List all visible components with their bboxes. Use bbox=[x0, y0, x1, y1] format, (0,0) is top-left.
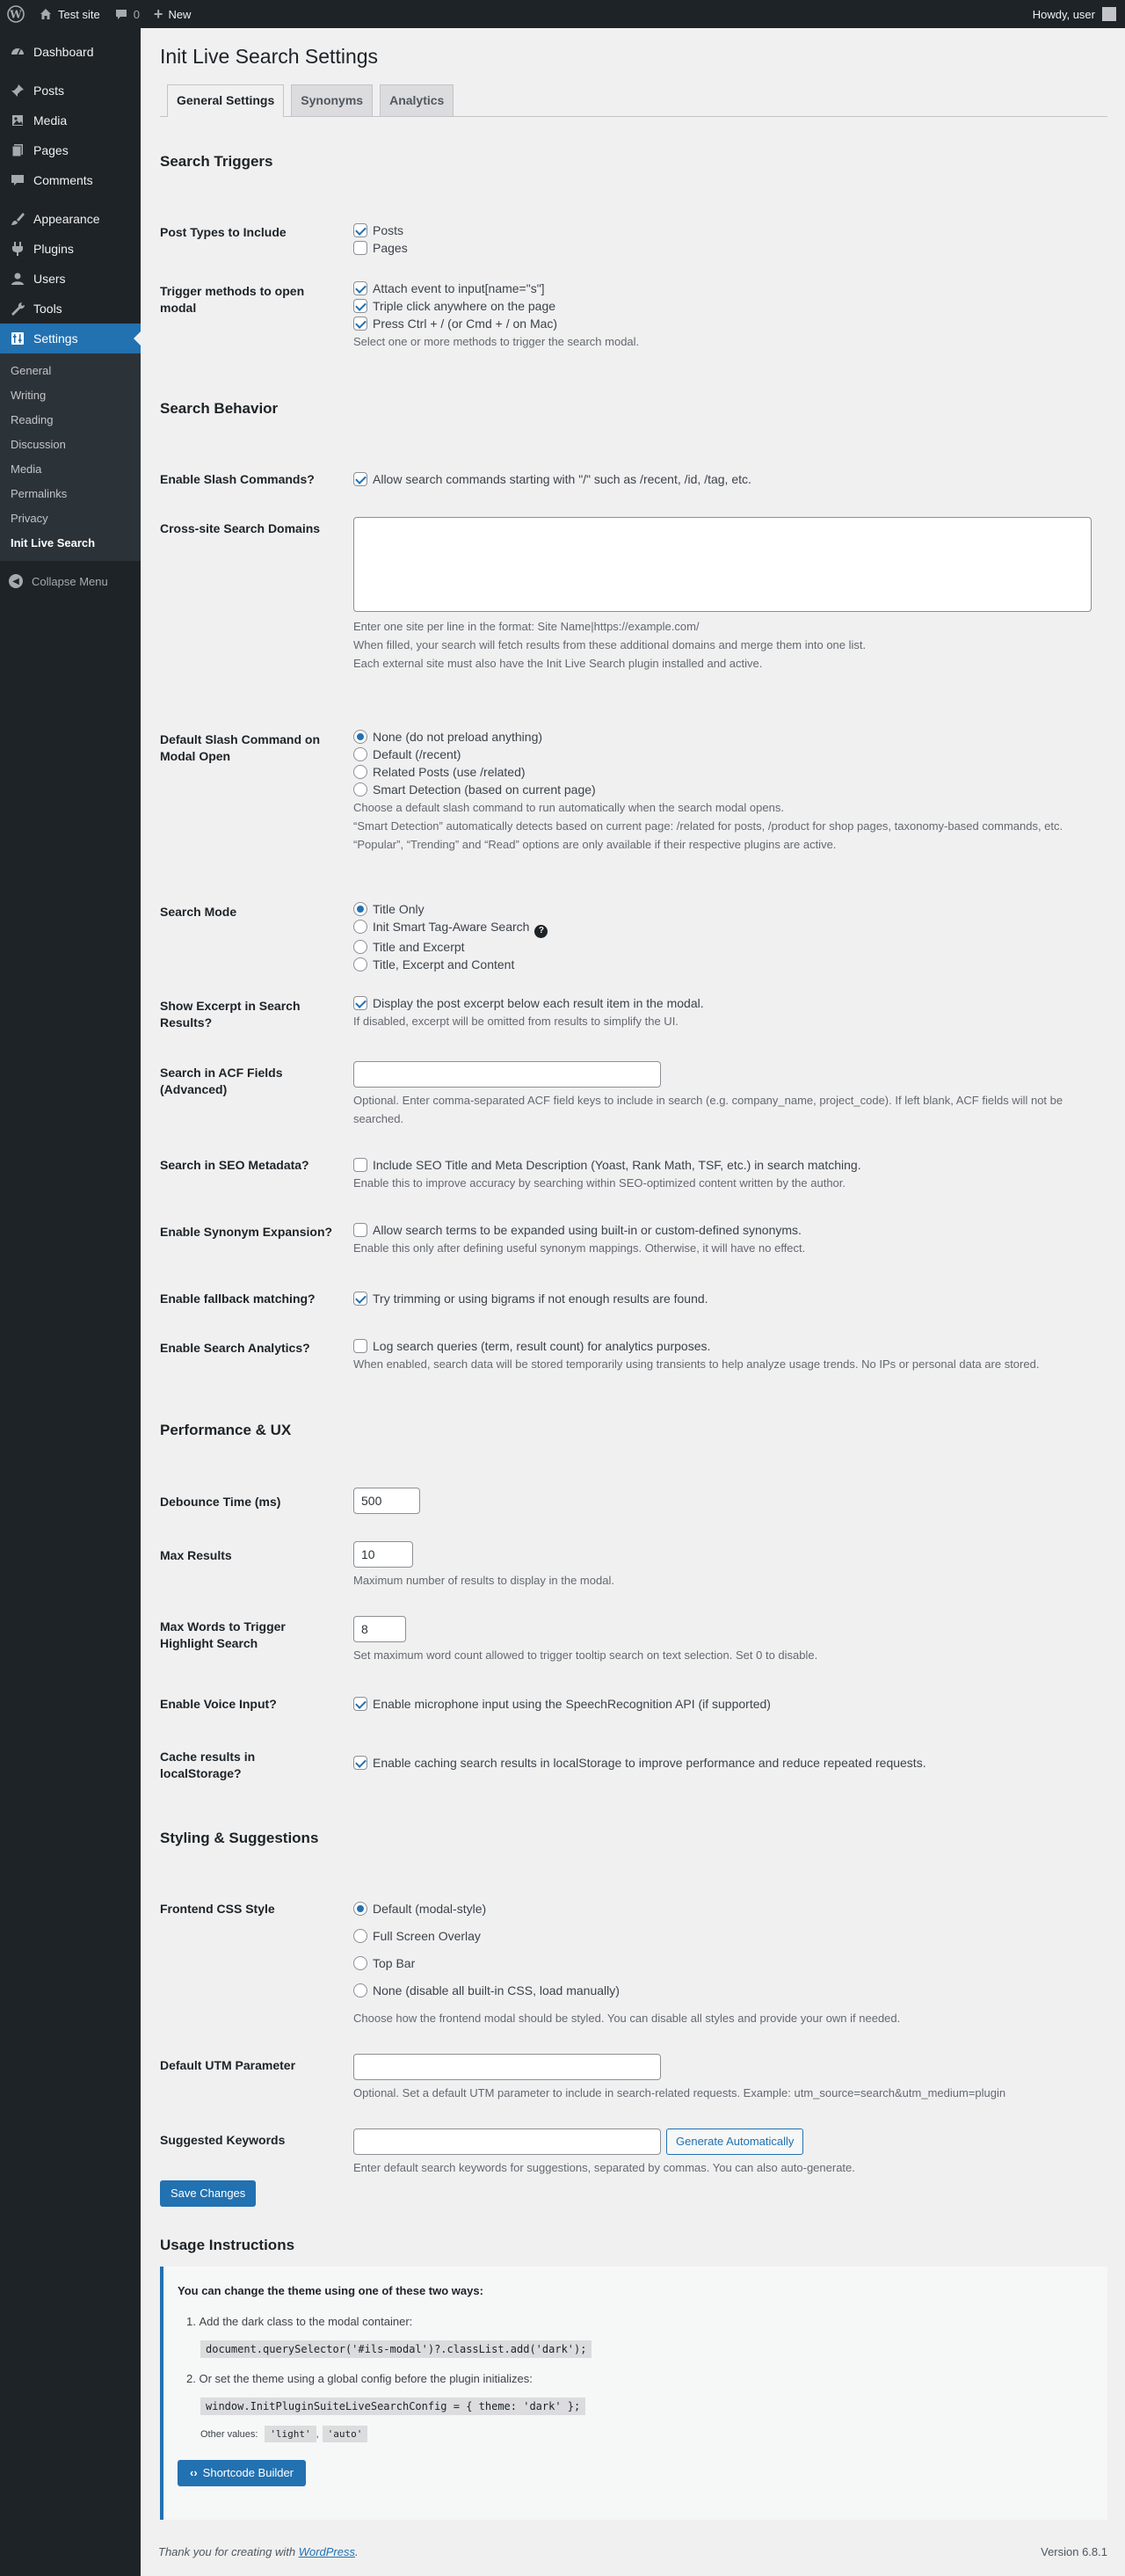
field-label: Default Slash Command on Modal Open bbox=[160, 732, 321, 763]
field-description: Enter one site per line in the format: Site Name|https://example.com/ bbox=[353, 620, 700, 633]
other-values-label: Other values: bbox=[200, 2429, 258, 2440]
sidebar-item-users[interactable] bbox=[0, 264, 141, 294]
wordpress-icon bbox=[7, 5, 25, 23]
comments-link[interactable] bbox=[107, 0, 147, 28]
sidebar-item-plugins[interactable] bbox=[0, 234, 141, 264]
section-heading-search-behavior: Search Behavior bbox=[160, 400, 279, 417]
checkbox-synonym-expansion[interactable] bbox=[353, 1223, 367, 1237]
field-label: Enable Synonym Expansion? bbox=[160, 1225, 333, 1239]
field-description: Set maximum word count allowed to trigger tooltip search on text selection. Set 0 to disable. bbox=[353, 1648, 818, 1662]
sidebar-item-label: Settings bbox=[33, 331, 78, 346]
field-description: Enable this only after defining useful synonym mappings. Otherwise, it will have no effect. bbox=[353, 1241, 806, 1255]
post-types-options bbox=[353, 222, 1100, 257]
plus-icon: + bbox=[153, 4, 163, 23]
css-style-option[interactable] bbox=[353, 1927, 1100, 1945]
usage-code-2-wrap bbox=[178, 2398, 1093, 2415]
radio-none-css[interactable] bbox=[353, 1983, 367, 1997]
css-style-option[interactable] bbox=[353, 1900, 1100, 1917]
code-snippet: document.querySelector('#ils-modal')?.classList.add('dark'); bbox=[200, 2340, 592, 2358]
default-slash-option[interactable] bbox=[353, 763, 1100, 781]
search-analytics-option[interactable] bbox=[353, 1337, 1100, 1355]
checkbox-search-analytics[interactable] bbox=[353, 1339, 367, 1353]
sidebar-item-label: Pages bbox=[33, 143, 69, 157]
field-label: Enable Search Analytics? bbox=[160, 1341, 310, 1355]
checkbox-triple-click[interactable] bbox=[353, 299, 367, 313]
field-description: If disabled, excerpt will be omitted from results to simplify the UI. bbox=[353, 1015, 679, 1028]
acf-fields-field bbox=[353, 1061, 1100, 1128]
sidebar-item-label: Posts bbox=[33, 84, 65, 98]
synonym-expansion-option[interactable] bbox=[353, 1221, 1100, 1239]
voice-input-option[interactable] bbox=[353, 1695, 1100, 1713]
shortcode-builder-button[interactable] bbox=[178, 2460, 306, 2486]
wordpress-link[interactable]: WordPress bbox=[298, 2545, 355, 2558]
admin-footer bbox=[158, 2545, 1107, 2558]
svg-text:W: W bbox=[10, 8, 22, 21]
css-style-option[interactable] bbox=[353, 1982, 1100, 1999]
max-words-input[interactable]: 8 bbox=[353, 1616, 406, 1642]
option-label: Title and Excerpt bbox=[373, 939, 465, 954]
suggested-keywords-field bbox=[353, 2128, 1100, 2177]
field-description: “Smart Detection” automatically detects based on current page: /related for posts, /product for shop pages, taxonomy-based commands, etc. bbox=[353, 819, 1063, 833]
submenu-item-privacy[interactable]: Privacy bbox=[11, 512, 48, 525]
radio-title-excerpt[interactable] bbox=[353, 940, 367, 954]
search-mode-option[interactable] bbox=[353, 938, 1100, 956]
save-changes-button[interactable]: Save Changes bbox=[160, 2180, 256, 2207]
tab-synonyms[interactable]: Synonyms bbox=[291, 84, 373, 116]
page-title: Init Live Search Settings bbox=[160, 45, 379, 68]
field-description: “Popular”, “Trending” and “Read” options are only available if their respective plugins are active. bbox=[353, 838, 837, 851]
site-name-link[interactable] bbox=[32, 0, 107, 28]
comments-count: 0 bbox=[133, 7, 140, 21]
sidebar-item-dashboard[interactable] bbox=[0, 37, 141, 67]
sidebar-item-pages[interactable] bbox=[0, 135, 141, 165]
checkbox-attach-event[interactable] bbox=[353, 281, 367, 295]
submenu-item-reading[interactable]: Reading bbox=[11, 413, 54, 426]
shortcode-builder-wrap bbox=[178, 2460, 1093, 2486]
generate-automatically-button[interactable]: Generate Automatically bbox=[666, 2128, 803, 2155]
option-label: Display the post excerpt below each result item in the modal. bbox=[373, 996, 704, 1010]
field-label: Debounce Time (ms) bbox=[160, 1495, 281, 1509]
user-icon bbox=[9, 270, 26, 287]
field-label: Trigger methods to open modal bbox=[160, 284, 305, 315]
step-number: 1. bbox=[186, 2315, 200, 2328]
code-value-light: 'light' bbox=[265, 2426, 316, 2442]
field-description: When filled, your search will fetch results from these additional domains and merge them into one list. bbox=[353, 638, 867, 651]
field-label: Frontend CSS Style bbox=[160, 1902, 275, 1916]
field-description: Each external site must also have the Init Live Search plugin installed and active. bbox=[353, 657, 763, 670]
field-description: Select one or more methods to trigger the search modal. bbox=[353, 335, 640, 348]
footer-version: Version 6.8.1 bbox=[1041, 2545, 1107, 2558]
section-heading-performance: Performance & UX bbox=[160, 1422, 292, 1438]
step-text: Add the dark class to the modal container: bbox=[199, 2315, 413, 2328]
show-excerpt-option[interactable] bbox=[353, 994, 1100, 1012]
wrench-icon bbox=[9, 300, 26, 317]
utm-parameter-input[interactable] bbox=[353, 2054, 661, 2080]
option-label: Title, Excerpt and Content bbox=[373, 957, 515, 971]
footer-thanks: Thank you for creating with WordPress. bbox=[158, 2545, 359, 2558]
field-label: Enable Slash Commands? bbox=[160, 472, 315, 486]
option-label: Allow search terms to be expanded using built-in or custom-defined synonyms. bbox=[373, 1223, 802, 1237]
section-heading-search-triggers: Search Triggers bbox=[160, 153, 273, 170]
option-label: Attach event to input[name="s"] bbox=[373, 281, 545, 295]
radio-smart-detection[interactable] bbox=[353, 782, 367, 797]
pages-icon bbox=[9, 142, 26, 159]
field-label: Max Words to Trigger Highlight Search bbox=[160, 1619, 286, 1650]
option-label: Press Ctrl + / (or Cmd + / on Mac) bbox=[373, 317, 558, 331]
collapse-icon: ◀ bbox=[9, 574, 23, 588]
submenu-item-init-live-search[interactable]: Init Live Search bbox=[11, 536, 96, 549]
submenu-item-discussion[interactable]: Discussion bbox=[11, 438, 66, 451]
cache-results-field bbox=[353, 1746, 1100, 1772]
sidebar-item-settings[interactable] bbox=[0, 324, 141, 353]
search-analytics-field bbox=[353, 1337, 1100, 1373]
debounce-field bbox=[353, 1488, 1100, 1514]
admin-bar bbox=[0, 0, 1125, 28]
checkbox-voice-input[interactable] bbox=[353, 1697, 367, 1711]
post-type-option[interactable] bbox=[353, 222, 1100, 239]
search-mode-options bbox=[353, 900, 1100, 973]
usage-other-values: Other values: 'light' , 'auto' bbox=[178, 2426, 1093, 2442]
fallback-matching-field bbox=[353, 1290, 1100, 1307]
collapse-label: Collapse Menu bbox=[32, 574, 108, 588]
site-name: Test site bbox=[58, 7, 100, 21]
cross-site-domains-textarea[interactable] bbox=[353, 517, 1092, 612]
default-slash-option[interactable] bbox=[353, 781, 1100, 798]
wp-logo-button[interactable] bbox=[0, 0, 32, 28]
my-account[interactable] bbox=[1033, 7, 1125, 21]
field-label: Post Types to Include bbox=[160, 225, 287, 239]
radio-title-only[interactable] bbox=[353, 902, 367, 916]
radio-top-bar[interactable] bbox=[353, 1956, 367, 1970]
howdy-text: Howdy, user bbox=[1032, 7, 1095, 21]
css-style-option[interactable] bbox=[353, 1954, 1100, 1972]
collapse-menu-button[interactable] bbox=[0, 566, 141, 596]
tab-general-settings[interactable]: General Settings bbox=[167, 84, 284, 117]
seo-metadata-field bbox=[353, 1156, 1100, 1192]
option-label: Top Bar bbox=[373, 1956, 416, 1970]
keywords-input-group bbox=[353, 2128, 1100, 2155]
admin-sidebar bbox=[0, 28, 141, 2576]
trigger-option[interactable] bbox=[353, 315, 1100, 332]
field-label: Max Results bbox=[160, 1548, 232, 1562]
post-type-option[interactable] bbox=[353, 239, 1100, 257]
option-label: None (disable all built-in CSS, load manually) bbox=[373, 1983, 620, 1997]
field-description: Choose how the frontend modal should be styled. You can disable all styles and provide your own if needed. bbox=[353, 2012, 901, 2025]
checkbox-fallback-matching[interactable] bbox=[353, 1292, 367, 1306]
button-label: Shortcode Builder bbox=[202, 2466, 294, 2479]
field-description: Maximum number of results to display in the modal. bbox=[353, 1574, 614, 1587]
seo-metadata-option[interactable] bbox=[353, 1156, 1100, 1174]
radio-related[interactable] bbox=[353, 765, 367, 779]
sliders-icon bbox=[9, 330, 26, 347]
default-slash-option[interactable] bbox=[353, 728, 1100, 746]
option-label: Log search queries (term, result count) for analytics purposes. bbox=[373, 1339, 711, 1353]
sidebar-item-label: Media bbox=[33, 113, 68, 127]
section-heading-styling: Styling & Suggestions bbox=[160, 1830, 319, 1846]
media-icon bbox=[9, 112, 26, 129]
max-results-field bbox=[353, 1541, 1100, 1590]
checkbox-slash-commands[interactable] bbox=[353, 472, 367, 486]
sidebar-item-comments[interactable] bbox=[0, 165, 141, 195]
option-label: Default (/recent) bbox=[373, 747, 461, 761]
synonym-expansion-field bbox=[353, 1221, 1100, 1257]
option-label: Related Posts (use /related) bbox=[373, 765, 526, 779]
usage-code-1-wrap bbox=[178, 2340, 1093, 2358]
comment-icon bbox=[9, 171, 26, 189]
plug-icon bbox=[9, 240, 26, 258]
field-description: When enabled, search data will be stored temporarily using transients to help analyze usage trends. No IPs or personal data are stored. bbox=[353, 1357, 1040, 1371]
home-icon bbox=[39, 7, 53, 21]
radio-full-screen[interactable] bbox=[353, 1929, 367, 1943]
code-snippet: window.InitPluginSuiteLiveSearchConfig = { theme: 'dark' }; bbox=[200, 2398, 585, 2415]
avatar bbox=[1102, 7, 1116, 21]
option-label: Full Screen Overlay bbox=[373, 1929, 481, 1943]
option-label: Pages bbox=[373, 241, 408, 255]
field-description: Enable this to improve accuracy by searching within SEO-optimized content written by the author. bbox=[353, 1176, 846, 1190]
acf-fields-input[interactable] bbox=[353, 1061, 661, 1088]
brush-icon bbox=[9, 210, 26, 228]
step-text: Or set the theme using a global config before the plugin initializes: bbox=[199, 2372, 533, 2385]
option-label: Default (modal-style) bbox=[373, 1902, 487, 1916]
tab-analytics[interactable]: Analytics bbox=[380, 84, 454, 116]
checkbox-posts[interactable] bbox=[353, 223, 367, 237]
new-content-link[interactable] bbox=[147, 0, 199, 28]
option-label: Allow search commands starting with "/" such as /recent, /id, /tag, etc. bbox=[373, 472, 751, 486]
field-description: Choose a default slash command to run automatically when the search modal opens. bbox=[353, 801, 784, 814]
fallback-matching-option[interactable] bbox=[353, 1290, 1100, 1307]
field-label: Search Mode bbox=[160, 905, 237, 919]
sidebar-item-label: Plugins bbox=[33, 242, 74, 256]
usage-intro: You can change the theme using one of these two ways: bbox=[178, 2284, 483, 2297]
option-label: None (do not preload anything) bbox=[373, 730, 543, 744]
option-label: Init Smart Tag-Aware Search bbox=[373, 920, 530, 934]
sidebar-item-label: Comments bbox=[33, 173, 93, 187]
field-label: Enable fallback matching? bbox=[160, 1292, 316, 1306]
comment-icon bbox=[114, 7, 128, 21]
cross-site-field bbox=[353, 517, 1100, 673]
nav-tabs bbox=[160, 84, 1107, 117]
field-label: Show Excerpt in Search Results? bbox=[160, 999, 301, 1030]
field-label: Default UTM Parameter bbox=[160, 2058, 296, 2072]
field-description: Optional. Set a default UTM parameter to include in search-related requests. Example: utm_source=search&utm_medium=plugin bbox=[353, 2086, 1006, 2099]
step-number: 2. bbox=[186, 2372, 200, 2385]
css-style-options bbox=[353, 1900, 1100, 2027]
thanks-text: Thank you for creating with bbox=[158, 2545, 296, 2558]
code-value-auto: 'auto' bbox=[323, 2426, 368, 2442]
cache-results-option[interactable] bbox=[353, 1754, 1100, 1772]
trigger-option[interactable] bbox=[353, 297, 1100, 315]
max-words-field bbox=[353, 1616, 1100, 1664]
main-content bbox=[160, 28, 1107, 2479]
trigger-option[interactable] bbox=[353, 280, 1100, 297]
option-label: Enable caching search results in localStorage to improve performance and reduce repeated requests. bbox=[373, 1756, 926, 1770]
option-label: Smart Detection (based on current page) bbox=[373, 782, 596, 797]
trigger-methods-options bbox=[353, 280, 1100, 351]
slash-commands-field bbox=[353, 470, 1100, 488]
sidebar-item-label: Users bbox=[33, 272, 66, 286]
utm-parameter-field bbox=[353, 2054, 1100, 2102]
submenu-item-media[interactable]: Media bbox=[11, 462, 42, 476]
settings-submenu bbox=[0, 353, 141, 561]
option-label: Try trimming or using bigrams if not enough results are found. bbox=[373, 1292, 708, 1306]
field-label: Cross-site Search Domains bbox=[160, 521, 321, 535]
sidebar-item-label: Appearance bbox=[33, 212, 100, 226]
checkbox-pages[interactable] bbox=[353, 241, 367, 255]
search-mode-option[interactable] bbox=[353, 900, 1100, 918]
max-results-input[interactable]: 10 bbox=[353, 1541, 413, 1568]
field-label: Search in SEO Metadata? bbox=[160, 1158, 309, 1172]
show-excerpt-field bbox=[353, 994, 1100, 1030]
option-label: Title Only bbox=[373, 902, 425, 916]
sidebar-item-appearance[interactable] bbox=[0, 204, 141, 234]
usage-instructions-box bbox=[160, 2267, 1107, 2520]
sidebar-item-label: Tools bbox=[33, 302, 62, 316]
field-description: Optional. Enter comma-separated ACF field keys to include in search (e.g. company_name, project_code). If left blank, ACF fields will not be searched. bbox=[353, 1094, 1063, 1125]
search-mode-option[interactable] bbox=[353, 956, 1100, 973]
usage-heading: Usage Instructions bbox=[160, 2237, 295, 2253]
code-icon: ‹› bbox=[190, 2466, 198, 2479]
checkbox-seo-metadata[interactable] bbox=[353, 1158, 367, 1172]
usage-step-1 bbox=[178, 2315, 1093, 2328]
field-label: Suggested Keywords bbox=[160, 2133, 286, 2147]
option-label: Enable microphone input using the SpeechRecognition API (if supported) bbox=[373, 1697, 771, 1711]
radio-default-modal[interactable] bbox=[353, 1902, 367, 1916]
submenu-item-writing[interactable]: Writing bbox=[11, 389, 47, 402]
option-label: Include SEO Title and Meta Description (Yoast, Rank Math, TSF, etc.) in search matching. bbox=[373, 1158, 861, 1172]
radio-default-recent[interactable] bbox=[353, 747, 367, 761]
sidebar-item-label: Dashboard bbox=[33, 45, 94, 59]
field-label: Enable Voice Input? bbox=[160, 1697, 277, 1711]
voice-input-field bbox=[353, 1695, 1100, 1713]
slash-commands-option[interactable] bbox=[353, 470, 1100, 488]
sidebar-item-tools[interactable] bbox=[0, 294, 141, 324]
option-label: Triple click anywhere on the page bbox=[373, 299, 556, 313]
option-label: Posts bbox=[373, 223, 404, 237]
radio-title-excerpt-content[interactable] bbox=[353, 957, 367, 971]
checkbox-keyboard-shortcut[interactable] bbox=[353, 317, 367, 331]
default-slash-options bbox=[353, 728, 1100, 854]
pin-icon bbox=[9, 82, 26, 99]
dashboard-icon bbox=[9, 43, 26, 61]
submenu-item-permalinks[interactable]: Permalinks bbox=[11, 487, 68, 500]
sidebar-item-media[interactable] bbox=[0, 106, 141, 135]
debounce-input[interactable]: 500 bbox=[353, 1488, 420, 1514]
default-slash-option[interactable] bbox=[353, 746, 1100, 763]
checkbox-cache-results[interactable] bbox=[353, 1756, 367, 1770]
field-label: Search in ACF Fields (Advanced) bbox=[160, 1066, 283, 1096]
radio-smart-tag-aware[interactable] bbox=[353, 920, 367, 934]
field-description: Enter default search keywords for suggestions, separated by commas. You can also auto-generate. bbox=[353, 2161, 855, 2174]
submenu-item-general[interactable]: General bbox=[11, 364, 52, 377]
sidebar-item-posts[interactable] bbox=[0, 76, 141, 106]
checkbox-show-excerpt[interactable] bbox=[353, 996, 367, 1010]
usage-step-2 bbox=[178, 2372, 1093, 2385]
radio-none[interactable] bbox=[353, 730, 367, 744]
search-mode-option[interactable] bbox=[353, 918, 1100, 938]
field-label: Cache results in localStorage? bbox=[160, 1750, 256, 1780]
new-label: New bbox=[168, 7, 192, 21]
suggested-keywords-input[interactable] bbox=[353, 2128, 661, 2155]
help-icon[interactable]: ? bbox=[534, 925, 548, 938]
